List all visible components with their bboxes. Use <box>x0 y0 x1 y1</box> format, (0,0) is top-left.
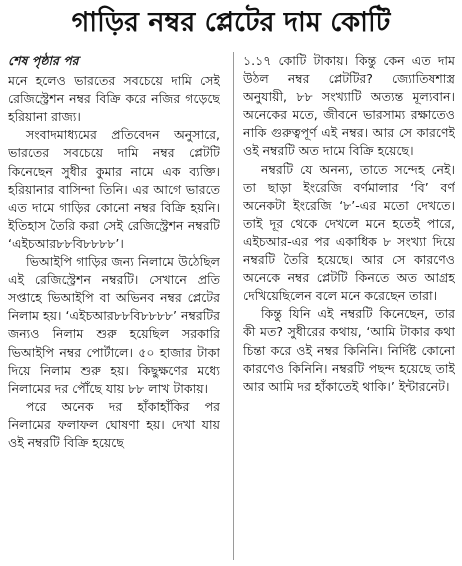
paragraph: সংবাদমাধ্যমের প্রতিবেদন অনুসারে, ভারতের সবচেয়ে দামি নম্বর প্লেটটি কিনেছেন সুধীর কুমার নামে এক ব্যক্তি। হরিয়ানার বাসিন্দা তিনি। এর আগে ভারতে এত দামে গাড়ির কোনো নম্বর বিক্রি হয়নি। ইতিহাস তৈরি করা সেই রেজিস্ট্রেশন নম্বরটি ‘এইচআর৮৮বি৮৮৮৮’। <box>8 127 220 251</box>
right-column <box>243 52 455 562</box>
paragraph: মনে হলেও ভারতের সবচেয়ে দামি সেই রেজিস্ট্রেশন নম্বর বিক্রি করে নজির গড়েছে হরিয়ানা রাজ্য। <box>8 73 220 125</box>
left-column <box>8 52 220 562</box>
paragraph: পরে অনেক দর হাঁকাহাঁকির পর নিলামের ফলাফল ঘোষণা হয়। দেখা যায় ওই নম্বরটি বিক্রি হয়েছে <box>8 398 220 450</box>
paragraph: নম্বরটি যে অনন্য, তাতে সন্দেহ নেই। তা ছাড়া ইংরেজি বর্ণমালার ‘বি’ বর্ণ অনেকটা ইংরেজি ‘৮’-এর মতো দেখতে। তাই দূর থেকে দেখলে মনে হতেই পারে, এইচআর-এর পর একাধিক ৮ সংখ্যা দিয়ে নম্বরটি তৈরি হয়েছে। আর সে কারণেও অনেকে নম্বর প্লেটটি কিনতে অত আগ্রহ দেখিয়েছিলেন বলে মনে করেছেন তারা। <box>243 161 455 304</box>
paragraph: কিন্তু যিনি এই নম্বরটি কিনেছেন, তার কী মত? সুধীরের কথায়, ‘আমি টাকার কথা চিন্তা করে ওই নম্বর কিনিনি। নির্দিষ্ট কোনো কারণেও কিনিনি। নম্বরটি পছন্দ হয়েছে তাই আর আমি দর হাঁকাতেই থাকি।’ ইন্টারনেট। <box>243 306 455 394</box>
paragraph: ভিআইপি গাড়ির জন্য নিলামে উঠেছিল এই রেজিস্ট্রেশন নম্বরটি। সেখানে প্রতি সপ্তাহে ভিআইপি বা অভিনব নম্বর প্লেটের নিলাম হয়। ‘এইচআর৮৮বি৮৮৮৮’ নম্বরটির জন্যও নিলাম শুরু হয়েছিল সরকারি ভিআইপি নম্বর পোর্টালে। ৫০ হাজার টাকা দিয়ে নিলাম শুরু হয়। কিছুক্ষণের মধ্যে নিলামের দর পৌঁছে যায় ৮৮ লাখ টাকায়। <box>8 254 220 396</box>
continuation-kicker: শেষ পৃষ্ঠার পর <box>8 53 79 68</box>
headline: গাড়ির নম্বর প্লেটের দাম কোটি <box>71 7 391 38</box>
paragraph: ১.১৭ কোটি টাকায়। কিন্তু কেন এত দাম উঠল নম্বর প্লেটটির? জ্যোতিষশাস্ত্র অনুযায়ী, ৮৮ সংখ্যাটি অত্যন্ত মূল্যবান। অনেকের মতে, জীবনে ভারসাম্য রক্ষাতেও নাকি গুরুত্বপূর্ণ এই নম্বর। আর সে কারণেই ওই নম্বরটি অত দামে বিক্রি হয়েছে। <box>243 53 455 159</box>
column-divider <box>233 52 234 560</box>
